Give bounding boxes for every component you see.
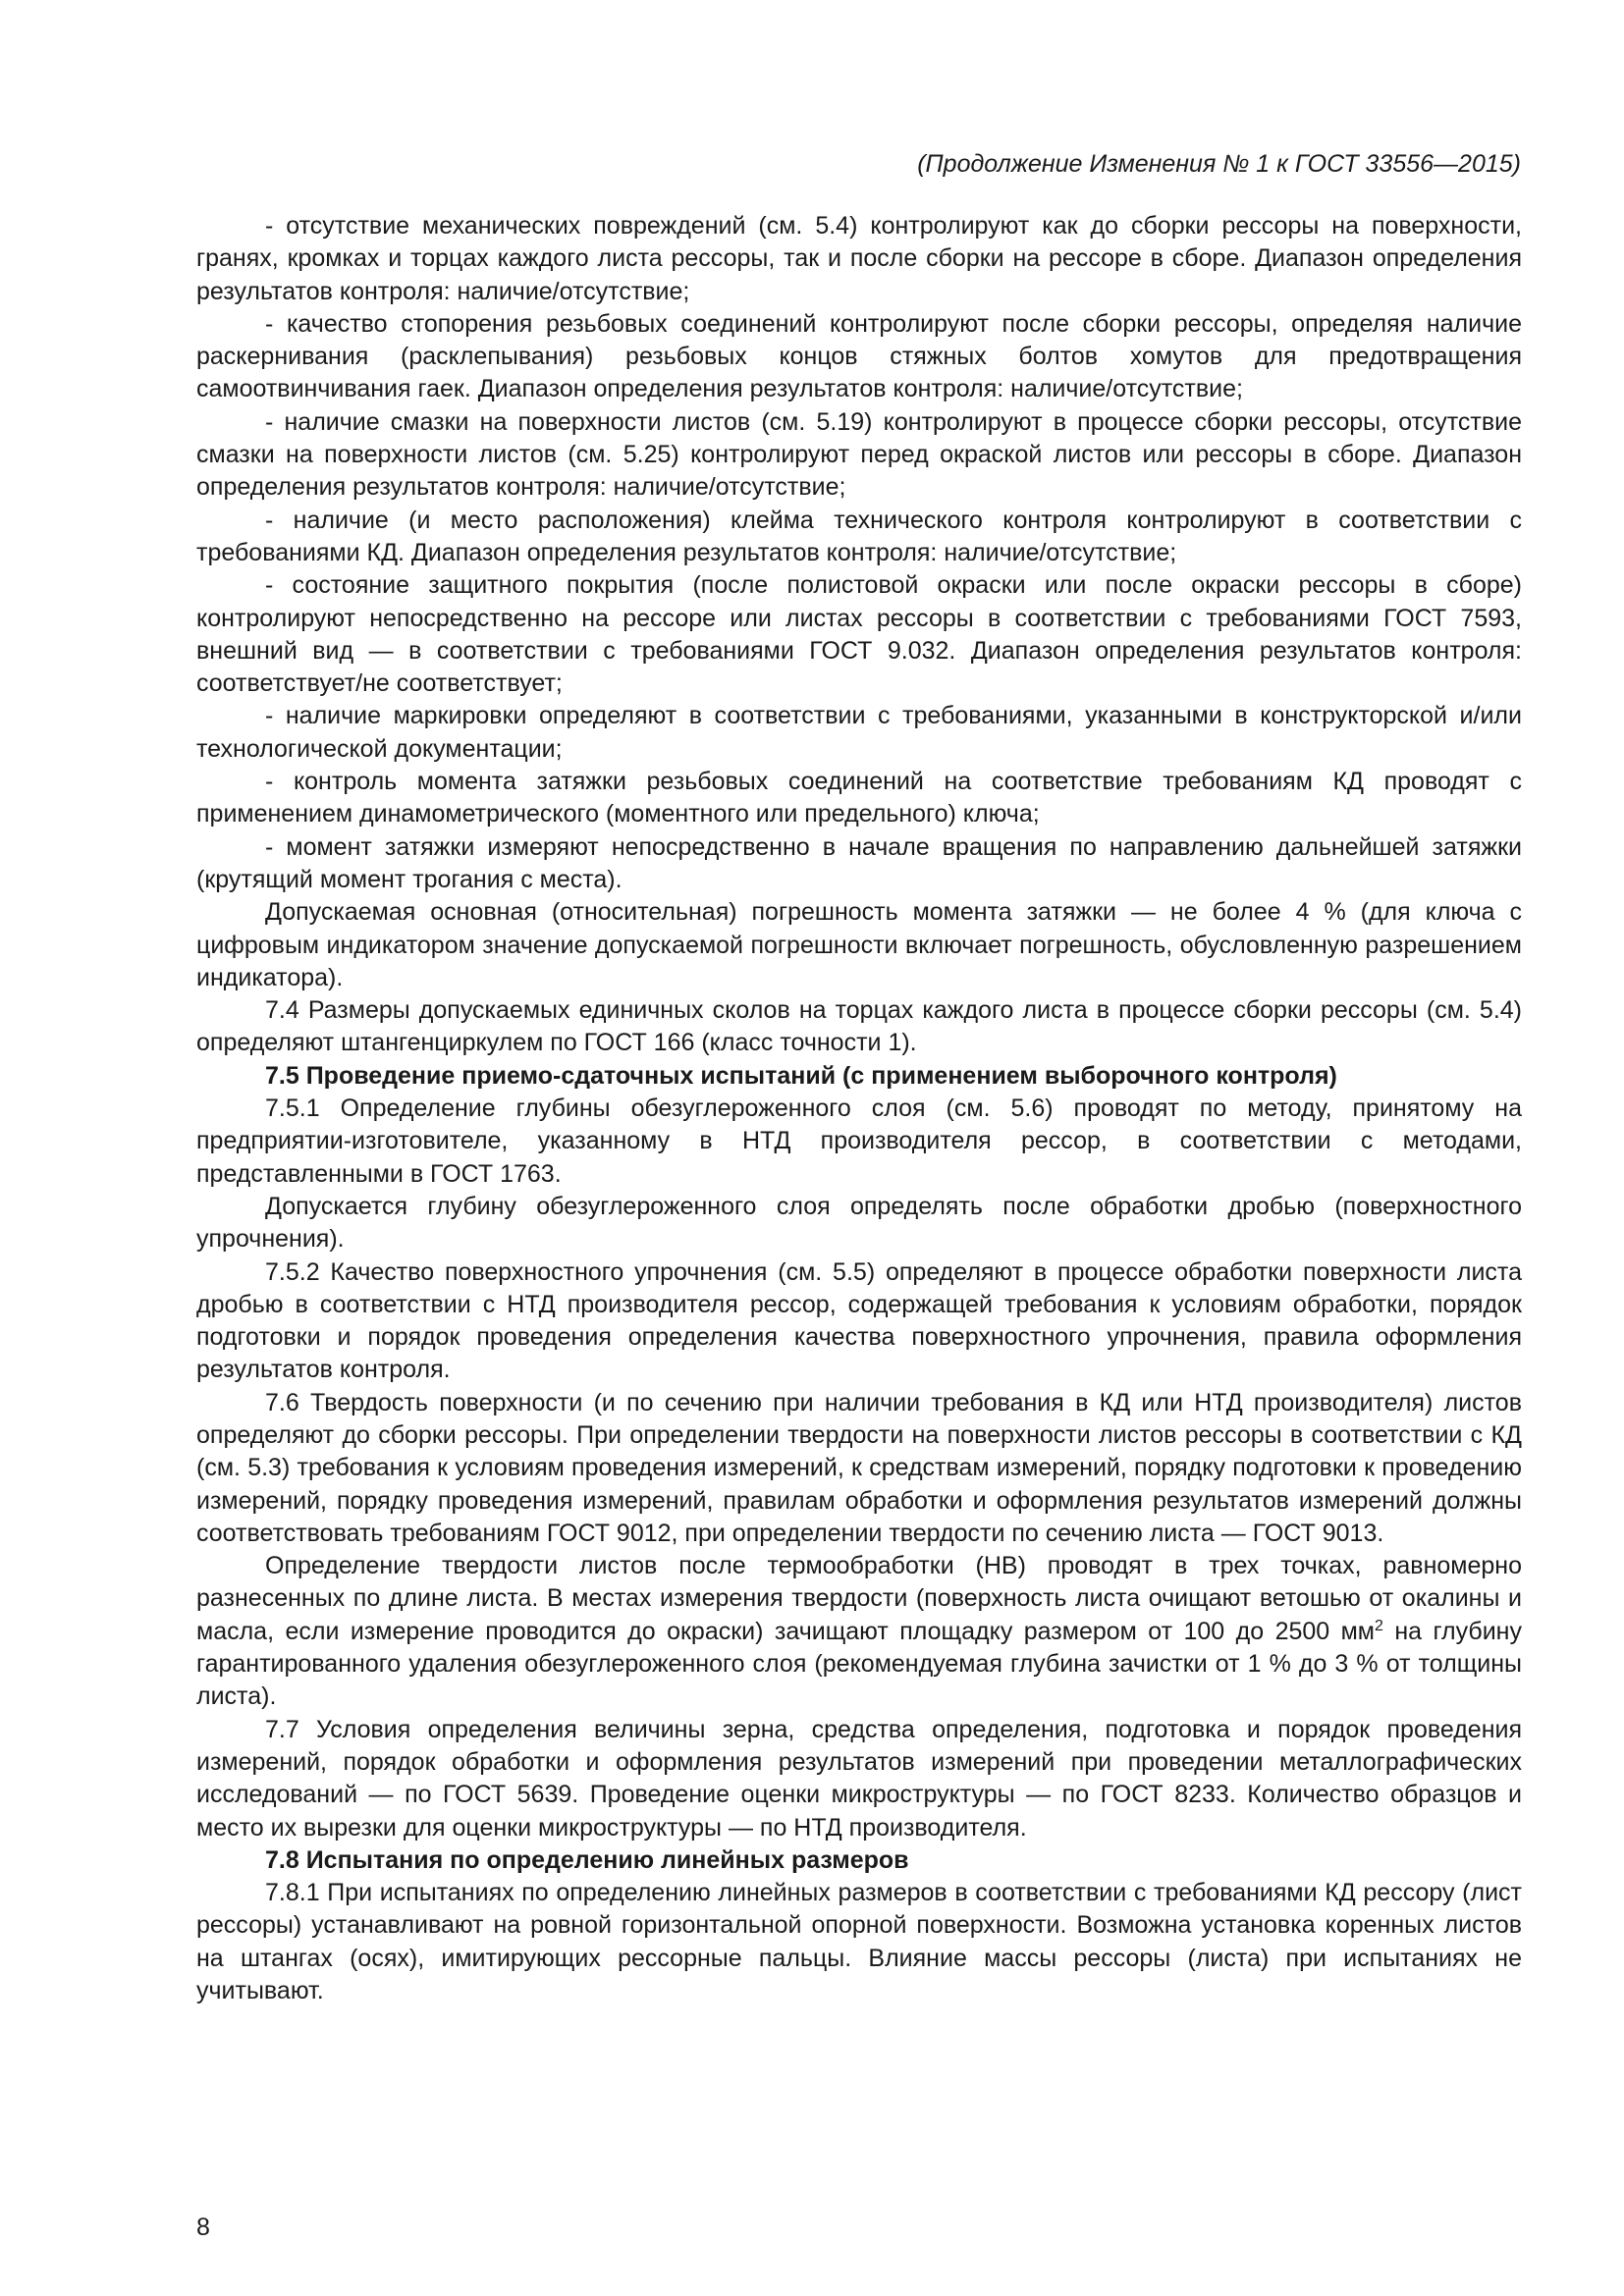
paragraph: - отсутствие механических повреждений (см. 5.4) контролируют как до сборки рессоры на поверхности, гранях, кромках и торцах каждого листа рессоры, так и после сборки на рессоре в сборе. Диапазон определения результатов контроля: наличие/отсутствие; [196,212,1522,305]
running-header: (Продолжение Изменения № 1 к ГОСТ 33556—2015) [917,150,1521,178]
paragraph: 7.8.1 При испытаниях по определению линейных размеров в соответствии с требованиями КД рессору (лист рессоры) устанавливают на ровной горизонтальной опорной поверхности. Возможна установка коренных листов на штангах (осях), имитирующих рессорные пальцы. Влияние массы рессоры (листа) при испытаниях не учитывают. [196,1879,1522,2005]
page-number: 8 [196,2214,210,2241]
paragraph: - наличие смазки на поверхности листов (см. 5.19) контролируют в процессе сборки рессоры, отсутствие смазки на поверхности листов (см. 5.25) контролируют перед окраской листов или рессоры в сборе. Диапазон определения результатов контроля: наличие/отсутствие; [196,407,1522,502]
paragraph-text: Определение твердости листов после термообработки (НВ) проводят в трех точках, равномерно разнесенных по длине листа. В местах измерения твердости (поверхность листа очищают ветошью от окалины и масла, если измерение проводится до окраски) зачищают площадку размером от 100 до 2500 мм [196,1552,1522,1645]
section-heading: 7.5 Проведение приемо-сдаточных испытаний (с применением выборочного контроля) [265,1061,1337,1090]
paragraph: 7.4 Размеры допускаемых единичных сколов на торцах каждого листа в процессе сборки рессоры (см. 5.4) определяют штангенциркулем по ГОСТ 166 (класс точности 1). [196,996,1522,1057]
paragraph: 7.6 Твердость поверхности (и по сечению при наличии требования в КД или НТД производителя) листов определяют до сборки рессоры. При определении твердости на поверхности листов рессоры в соответствии с КД (см. 5.3) требования к условиям проведения измерений, к средствам измерений, порядку подготовки к проведению измерений, порядку проведения измерений, правилам обработки и оформления результатов измерений должны соответствовать требованиям ГОСТ 9012, при определении твердости по сечению листа — ГОСТ 9013. [196,1388,1522,1547]
superscript: 2 [1374,1617,1383,1634]
paragraph [196,1550,1522,1713]
paragraph: 7.5.2 Качество поверхностного упрочнения (см. 5.5) определяют в процессе обработки поверхности листа дробью в соответствии с НТД производителя рессор, содержащей требования к условиям обработки, порядок подготовки и порядок проведения определения качества поверхностного упрочнения, правила оформления результатов контроля. [196,1257,1522,1384]
paragraph: - момент затяжки измеряют непосредственно в начале вращения по направлению дальнейшей затяжки (крутящий момент трогания с места). [196,832,1522,893]
document-body [196,210,1522,2007]
paragraph: Допускаемая основная (относительная) погрешность момента затяжки — не более 4 % (для ключа с цифровым индикатором значение допускаемой погрешности включает погрешность, обусловленную разрешением индикатора). [196,898,1522,991]
paragraph: - контроль момента затяжки резьбовых соединений на соответствие требованиям КД проводят с применением динамометрического (моментного или предельного) ключа; [196,768,1522,828]
paragraph: - состояние защитного покрытия (после полистовой окраски или после окраски рессоры в сборе) контролируют непосредственно на рессоре или листах рессоры в соответствии с требованиями ГОСТ 7593, внешний вид — в соответствии с требованиями ГОСТ 9.032. Диапазон определения результатов контроля: соответствует/не соответствует; [196,571,1522,698]
paragraph: 7.7 Условия определения величины зерна, средства определения, подготовка и порядок проведения измерений, порядок обработки и оформления результатов измерений при проведении металлографических исследований — по ГОСТ 5639. Проведение оценки микроструктуры — по ГОСТ 8233. Количество образцов и место их вырезки для оценки микроструктуры — по НТД производителя. [196,1715,1522,1842]
paragraph-text-tail: на глубину гарантированного удаления обезуглероженного слоя (рекомендуемая глубина зачистки от 1 % до 3 % от толщины листа). [196,1617,1522,1711]
paragraph: - наличие (и место расположения) клейма технического контроля контролируют в соответствии с требованиями КД. Диапазон определения результатов контроля: наличие/отсутствие; [196,506,1522,566]
paragraph: - качество стопорения резьбовых соединений контролируют после сборки рессоры, определяя наличие раскернивания (расклепывания) резьбовых концов стяжных болтов хомутов для предотвращения самоотвинчивания гаек. Диапазон определения результатов контроля: наличие/отсутствие; [196,309,1522,403]
paragraph: 7.5.1 Определение глубины обезуглероженного слоя (см. 5.6) проводят по методу, принятому на предприятии-изготовителе, указанному в НТД производителя рессор, в соответствии с методами, представленными в ГОСТ 1763. [196,1095,1522,1188]
paragraph: Допускается глубину обезуглероженного слоя определять после обработки дробью (поверхностного упрочнения). [196,1192,1522,1254]
section-heading: 7.8 Испытания по определению линейных размеров [265,1845,909,1874]
paragraph: - наличие маркировки определяют в соответствии с требованиями, указанными в конструкторской и/или технологической документации; [196,702,1522,763]
